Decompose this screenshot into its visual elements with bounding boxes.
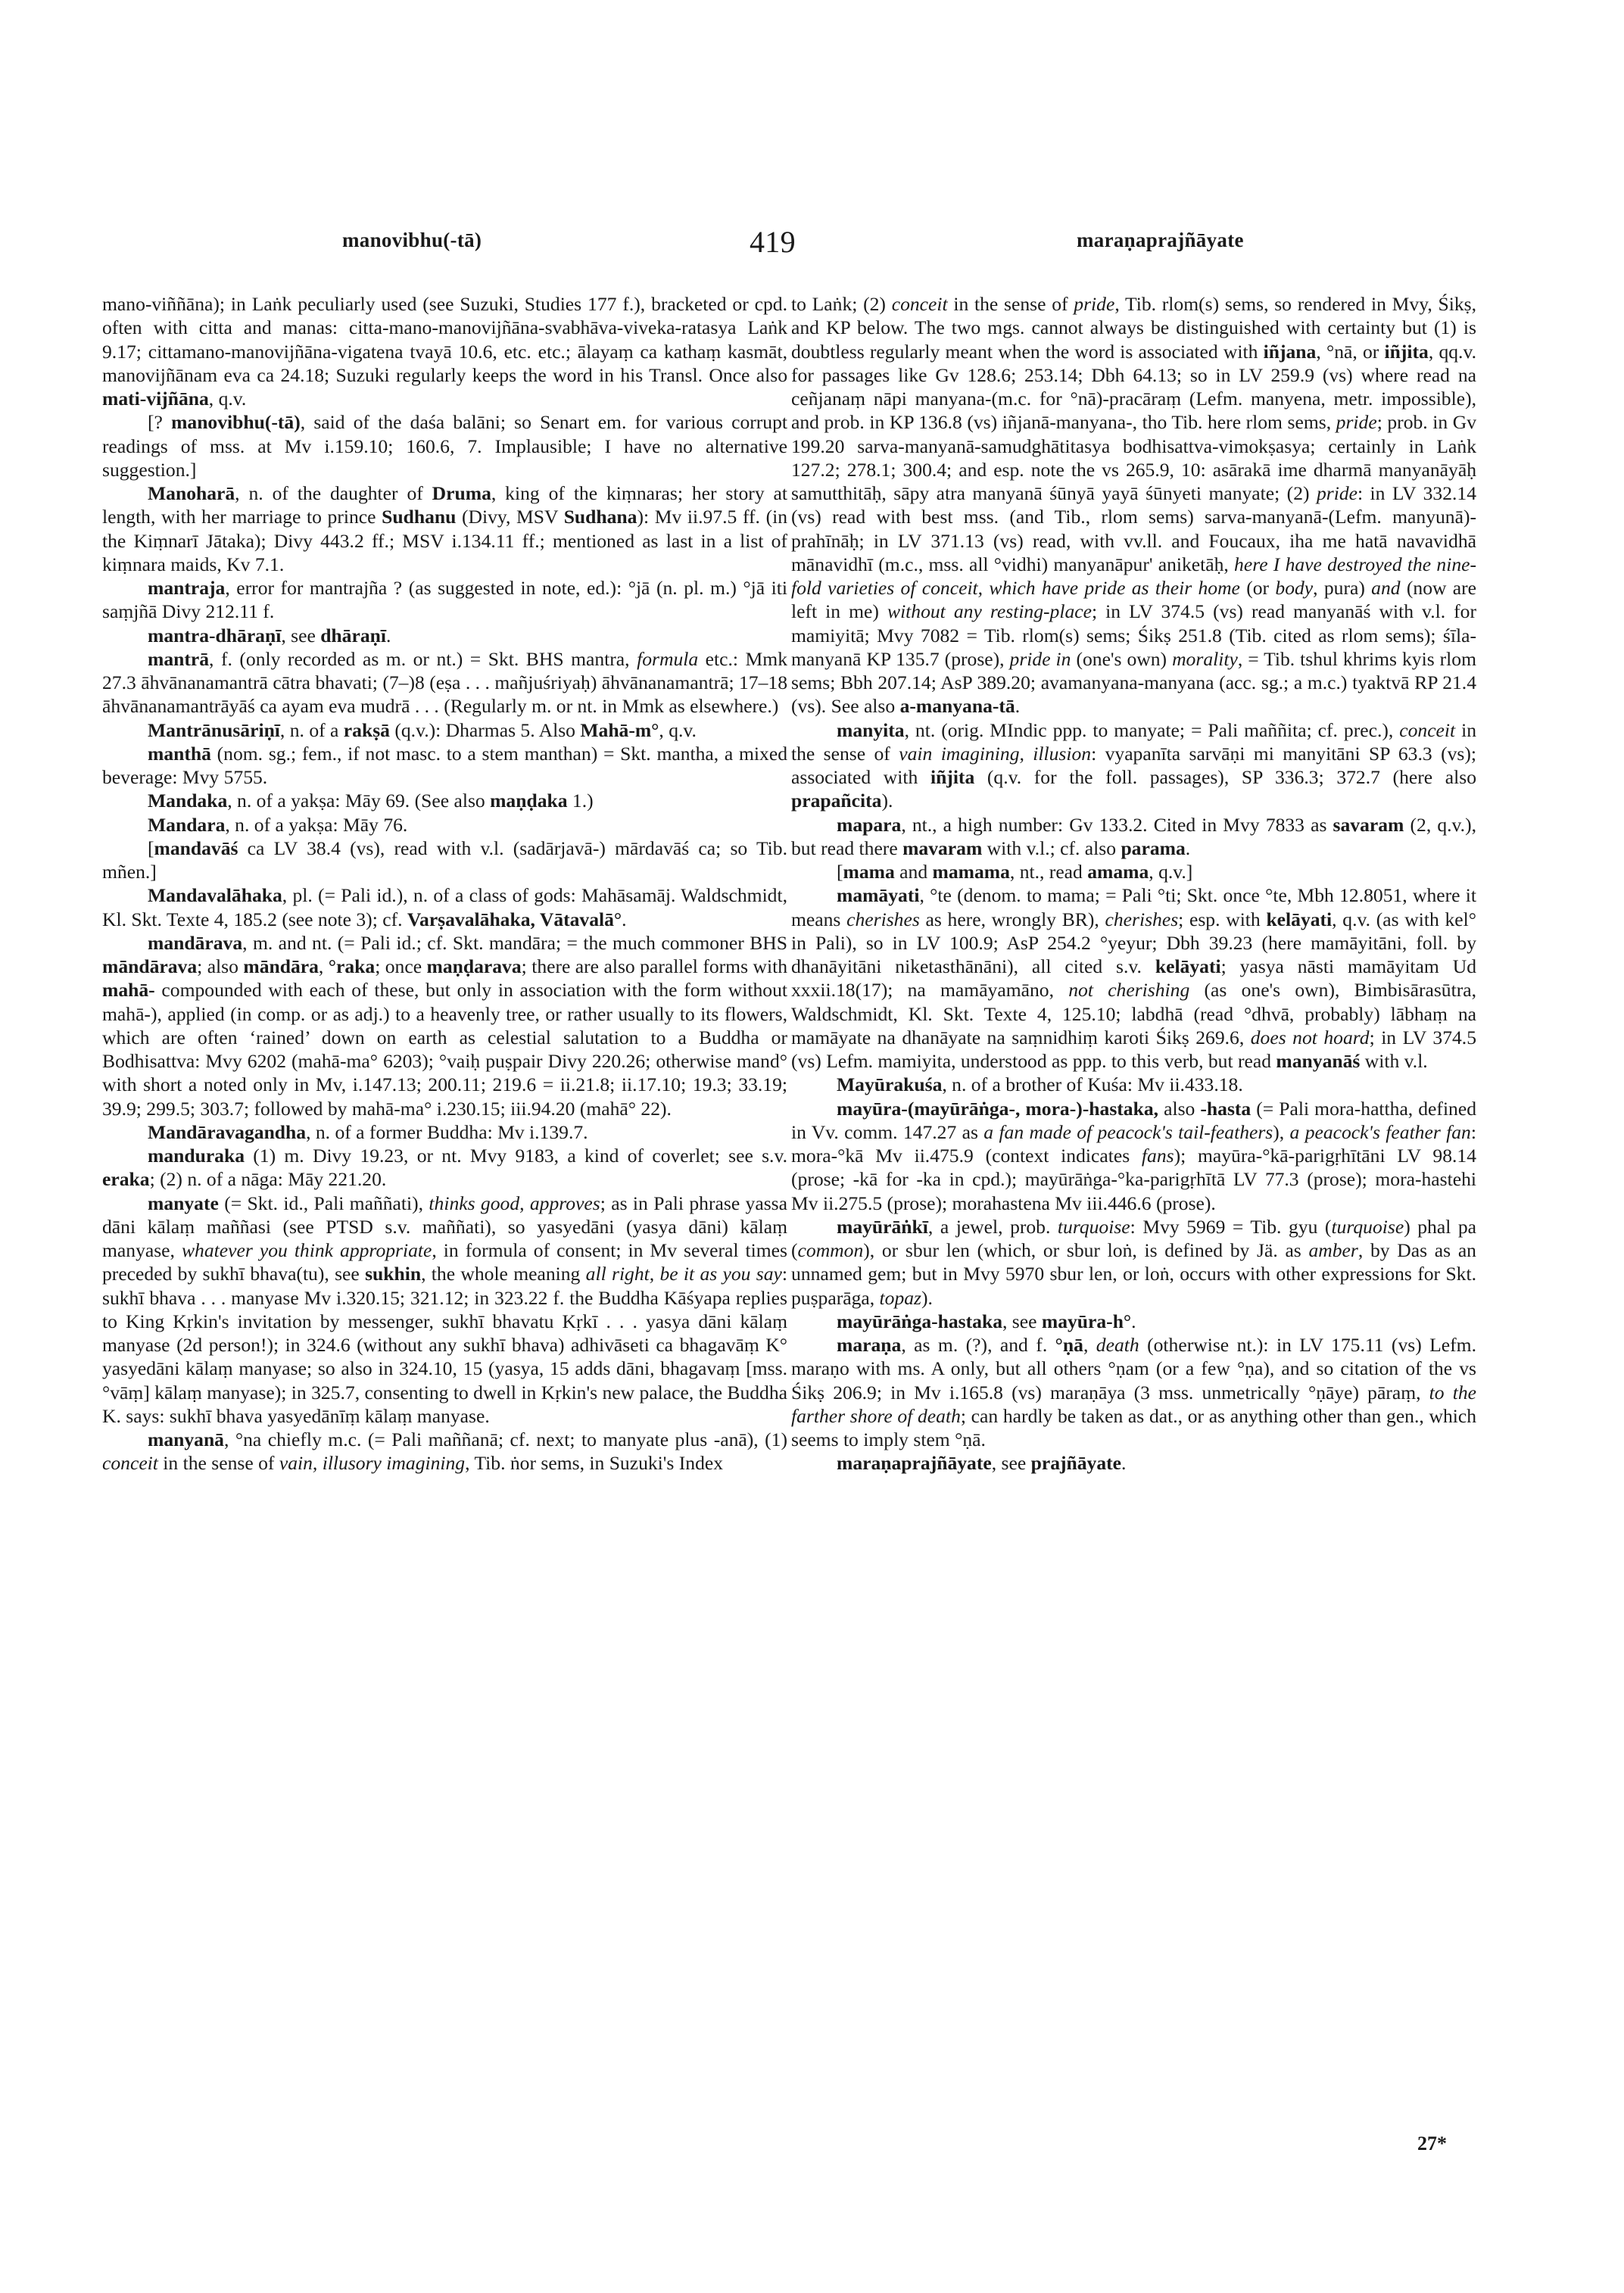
headword: Varṣavalāhaka, Vātavalā°	[407, 908, 622, 930]
entry-text: : vyapanīta sarvāṇi mi manyitāni SP 63.3 (vs); associated with	[791, 742, 1476, 788]
entry-text: , nt. (orig. MIndic ppp. to manyate; = Pali maññita; cf. prec.),	[904, 718, 1400, 741]
entry-text: ,	[318, 955, 329, 977]
dictionary-entry	[791, 292, 1476, 718]
page-number: 419	[750, 225, 796, 259]
entry-text: , see	[991, 1452, 1031, 1475]
entry-text: in the sense of	[947, 293, 1074, 315]
headword: māndārava	[102, 955, 198, 977]
entry-text: , q.v.	[208, 388, 247, 410]
entry-text: , pura)	[1313, 577, 1372, 599]
entry-text: ; (2) n. of a nāga: Māy 221.20.	[149, 1168, 387, 1191]
dictionary-entry	[791, 1333, 1476, 1451]
entry-text: ).	[881, 790, 893, 812]
dictionary-entry	[102, 1192, 787, 1428]
entry-text: ; there are also parallel forms with	[521, 955, 787, 977]
headword: maraṇa	[837, 1334, 902, 1356]
dictionary-entry	[102, 813, 787, 837]
headword: mamama	[932, 861, 1010, 883]
entry-text: to Laṅk; (2)	[791, 293, 892, 315]
headword: Mayūrakuśa	[837, 1073, 943, 1096]
dictionary-entry	[791, 1451, 1476, 1475]
dictionary-entry	[791, 718, 1476, 813]
entry-text: with v.l.; cf. also	[982, 837, 1121, 859]
entry-text: ),	[1273, 1120, 1290, 1143]
gloss: body	[1275, 577, 1314, 599]
headword: mantrā	[148, 647, 210, 670]
entry-text: .	[622, 908, 627, 930]
entry-text: , n. of a yakṣa: Māy 69. (See also	[227, 790, 491, 812]
entry-text: , n. of a yakṣa: Māy 76.	[225, 813, 408, 836]
dictionary-entry	[102, 1428, 787, 1475]
gloss: whatever you think appropriate	[181, 1239, 432, 1261]
running-head-left: manovibhu(-tā)	[342, 229, 482, 251]
gloss: fans	[1141, 1145, 1174, 1167]
entry-text: .	[1015, 695, 1021, 718]
gloss: not cherishing	[1068, 979, 1190, 1002]
entry-text: .	[1121, 1452, 1127, 1475]
headword: mantraja	[148, 577, 226, 599]
entry-text: (one's own)	[1071, 647, 1173, 670]
gloss: death	[1096, 1334, 1139, 1356]
gloss: vain imagining, illusion	[899, 742, 1092, 765]
headword: dhāraṇī	[320, 624, 386, 646]
entry-text: ; also	[197, 955, 244, 977]
entry-text: ; esp. with	[1178, 908, 1267, 930]
headword: maraṇaprajñāyate	[837, 1452, 992, 1475]
entry-text: (Divy, MSV	[456, 506, 564, 528]
gloss: a peacock's feather fan	[1289, 1120, 1471, 1143]
headword: maṇḍarava	[426, 955, 522, 977]
headword: manyate	[148, 1192, 219, 1214]
headword: manduraka	[148, 1145, 245, 1167]
headword: manthā	[148, 742, 211, 765]
gloss: conceit	[891, 293, 948, 315]
gloss: conceit	[1399, 718, 1456, 741]
dictionary-entry	[791, 1215, 1476, 1310]
entry-text: : in LV 332.14 (vs) read with best mss. (and Tib., rlom sems) sarva-manyanā-(Lefm. manyunā)-prahīnāḥ; in LV 371.13 (vs) read, with vv.ll. and Foucaux, iha me hatā navavidhā mānavidhī (m.c., mss. all °vidhi) manyanāpur' aniketāḥ,	[791, 482, 1477, 575]
dictionary-entry	[102, 647, 787, 718]
entry-text: , qq.v. for passages like Gv 128.6; 253.14; Dbh 64.13; so in LV 259.9 (vs) where read na ceñjanaṃ nāpi manyana-(m.c. for °nā)-pracāraṃ (Lefm. manyena, metr. impossible), and prob. in KP 136.8 (vs) iñjanā-manyana-, tho Tib. here rlom sems,	[791, 340, 1476, 434]
entry-text: , n. of the daughter of	[235, 482, 432, 504]
entry-text: , °na chiefly m.c. (= Pali maññanā; cf. next; to manyate plus -anā), (1)	[223, 1428, 787, 1450]
headword: maṇḍaka	[490, 790, 568, 812]
entry-text: , n. of a former Buddha: Mv i.139.7.	[306, 1120, 588, 1143]
gloss: pride	[1316, 482, 1357, 504]
entry-text: ).	[921, 1286, 933, 1309]
entry-text: .	[385, 624, 391, 646]
entry-text: as here, wrongly BR),	[919, 908, 1105, 930]
dictionary-entry	[102, 1120, 787, 1144]
entry-text: in the sense of	[157, 1452, 279, 1475]
entry-text: (otherwise nt.): in LV 175.11 (vs) Lefm. maraṇo with ms. A only, but all others °ṇam (or a few °ṇa), and so citation of the vs Śikṣ 206.9; in Mv i.165.8 (vs) maraṇāya (3 mss. unmetrically °ṇāye) pāraṃ,	[791, 1334, 1476, 1404]
entry-text: , king of the kiṃnaras; her story at length, with her marriage to prince	[102, 482, 787, 528]
entry-text: , see	[281, 624, 321, 646]
gloss: formula	[637, 647, 699, 670]
headword: mahā-	[102, 979, 155, 1002]
gloss: pride	[1074, 293, 1115, 315]
entry-text: , n. of a brother of Kuśa: Mv ii.433.18.	[942, 1073, 1243, 1096]
entry-text: , pl. (= Pali id.), n. of a class of gods: Mahāsamāj. Waldschmidt, Kl. Skt. Texte 4, 185.2 (see note 3); cf.	[102, 884, 787, 930]
headword: Mantrānusāriṇī	[148, 718, 280, 741]
dictionary-entry	[102, 1144, 787, 1192]
entry-text: (nom. sg.; fem., if not masc. to a stem manthan) = Skt. mantha, a mixed beverage: Mvy 5755.	[102, 742, 787, 788]
entry-text: ): Mv ii.97.5 ff. (in the Kiṃnarī Jātaka); Divy 443.2 ff.; MSV i.134.11 ff.; mentioned as last in a list of kiṃnara maids, Kv 7.1.	[102, 506, 787, 575]
headword: Mandaka	[148, 790, 228, 812]
headword: mayūrāṅga-hastaka	[837, 1310, 1002, 1332]
entry-text: , n. of a	[279, 718, 344, 741]
headword: a-manyana-tā	[899, 695, 1015, 718]
headword: mayūra-h°	[1041, 1310, 1132, 1332]
entry-text: [	[148, 837, 154, 859]
headword: Mahā-m°	[580, 718, 659, 741]
entry-text: (as one's own), Bimbisārasūtra, Waldschmidt, Kl. Skt. Texte 4, 125.10; labdhā (read °dhvā, probably) lābhaṃ na mamāyate na dhanāyate na saṃnidhiṃ karoti Śikṣ 269.6,	[791, 979, 1476, 1048]
headword: manovibhu(-tā)	[171, 411, 301, 434]
signature-mark: 27*	[1417, 2133, 1447, 2154]
gloss: topaz	[879, 1286, 922, 1309]
entry-text: .	[1185, 837, 1191, 859]
headword: Mandāravagandha	[148, 1120, 307, 1143]
headword: manyanāś	[1276, 1050, 1361, 1072]
headword: māndāra	[243, 955, 319, 977]
gloss: and	[1371, 577, 1401, 599]
entry-text: (q.v.): Dharmas 5. Also	[389, 718, 581, 741]
entry-text: etc.: Mmk 27.3 āhvānanamantrā cātra bhavati; (7–)8 (eṣa . . . mañjuśriyaḥ) āhvānanamantrā; 17–18 āhvānanamantrāyāś ca ayam eva mudrā . . . (Regularly m. or nt. in Mmk as elsewhere.)	[102, 647, 787, 718]
dictionary-entry	[102, 789, 787, 812]
entry-text: ) phal pa (	[791, 1215, 1476, 1261]
entry-text: , m. and nt. (= Pali id.; cf. Skt. mandāra; = the much commoner BHS	[242, 931, 787, 954]
headword: mayūra-(mayūrāṅga-, mora-)-hastaka,	[837, 1097, 1159, 1120]
entry-text: , = Tib. tshul khrims kyis rlom sems; Bbh 207.14; AsP 389.20; avamanyana-manyana (acc. sg.; a m.c.) tyaktvā RP 21.4 (vs). See also	[791, 647, 1476, 718]
gloss: all right, be it as you say	[585, 1263, 782, 1285]
headword: eraka	[102, 1168, 150, 1191]
entry-text: , °te (denom. to mama; = Pali °ti; Skt. once °te, Mbh 12.8051, where it means	[791, 884, 1476, 930]
headword: Manoharā	[148, 482, 235, 504]
dictionary-entry	[791, 1310, 1476, 1333]
headword: manyita	[837, 718, 905, 741]
headword: Sudhana	[563, 506, 637, 528]
entry-text: , the whole meaning	[421, 1263, 586, 1285]
entry-text: with v.l.	[1360, 1050, 1428, 1072]
entry-text: ; can hardly be taken as dat., or as anything other than gen., which seems to imply stem °ṇā.	[791, 1404, 1477, 1450]
headword: Sudhanu	[382, 506, 457, 528]
headword: mandavāś	[154, 837, 238, 859]
headword: -hasta	[1200, 1097, 1252, 1120]
entry-text: , error for mantrajña ? (as suggested in note, ed.): °jā (n. pl. m.) °jā iti saṃjñā Divy 212.11 f.	[102, 577, 787, 623]
entry-text: , nt., read	[1009, 861, 1088, 883]
entry-text: ), or sbur len (which, or sbur loṅ, is defined by Jä. as	[863, 1239, 1309, 1261]
gloss: amber	[1308, 1239, 1358, 1261]
entry-text: ; once	[375, 955, 427, 977]
gloss: does not hoard	[1250, 1026, 1370, 1048]
entry-text: : Mvy 5969 = Tib. gyu (	[1130, 1215, 1332, 1238]
dictionary-entry	[102, 624, 787, 647]
entry-text: , a jewel, prob.	[927, 1215, 1058, 1238]
entry-text: , as m. (?), and f.	[901, 1334, 1055, 1356]
dictionary-entry	[102, 742, 787, 790]
headword: mamāyati	[837, 884, 920, 907]
entry-text: , °nā, or	[1316, 340, 1385, 363]
dictionary-entry	[791, 813, 1476, 861]
entry-text: also	[1158, 1097, 1201, 1120]
dictionary-entry	[102, 883, 787, 931]
gloss: pride	[1336, 411, 1377, 434]
headword: °ṇā	[1055, 1334, 1083, 1356]
headword: prajñāyate	[1030, 1452, 1122, 1475]
headword: mapara	[837, 813, 902, 836]
entry-text: , f. (only recorded as m. or nt.) = Skt. BHS mantra,	[209, 647, 637, 670]
gloss: cherishes	[1105, 908, 1179, 930]
entry-text: : mora-°kā Mv ii.475.9 (context indicates	[791, 1120, 1476, 1167]
headword: mantra-dhāraṇī	[148, 624, 282, 646]
dictionary-entry	[791, 1073, 1476, 1096]
entry-text: , by Das as an unnamed gem; but in Mvy 5970 sbur len, or loṅ, occurs with other expressions for Skt. puṣparāga,	[791, 1239, 1476, 1309]
dictionary-entry	[791, 860, 1476, 883]
entry-text: ; prob. in Gv 199.20 sarva-manyanā-samudghātitasya bodhisattva-vimokṣasya; certainly in Laṅk 127.2; 278.1; 300.4; and esp. note the vs 265.9, 10: asārakā ime dharmā manyanāyāḥ samutthitāḥ, sāpy atra manyanā śūnyā yayā śūnyeti manyate; (2)	[791, 411, 1476, 504]
headword: rakṣā	[343, 718, 390, 741]
headword: kelāyati	[1266, 908, 1333, 930]
dictionary-entry	[791, 1097, 1476, 1215]
entry-text: , in formula of consent; in Mv several times preceded by sukhī bhava(tu), see	[102, 1239, 787, 1285]
gloss: cherishes	[846, 908, 920, 930]
gloss: morality	[1172, 647, 1238, 670]
headword: savaram	[1333, 813, 1404, 836]
running-head-right: maraṇaprajñāyate	[1077, 229, 1244, 251]
entry-text: ca LV 38.4 (vs), read with v.l. (sadārjavā-) mārdavāś ca; so Tib. mñen.]	[102, 837, 787, 883]
headword: iñjita	[1384, 340, 1429, 363]
gloss: turquoise	[1057, 1215, 1130, 1238]
entry-text: , q.v.]	[1149, 861, 1193, 883]
gloss: turquoise	[1331, 1215, 1404, 1238]
entry-text: , nt., a high number: Gv 133.2. Cited in Mvy 7833 as	[901, 813, 1333, 836]
dictionary-entry	[102, 576, 787, 624]
entry-text: 1.)	[567, 790, 594, 812]
entry-text: ); mayūra-°kā-parigṛhītāni LV 98.14 (prose; -kā for -ka in cpd.); mayūrāṅga-°ka-parigṛhītā LV 77.3 (prose); mora-hastehi Mv ii.275.5 (prose); morahastena Mv iii.446.6 (prose).	[791, 1145, 1476, 1214]
dictionary-entry	[102, 292, 787, 410]
entry-text: (1) m. Divy 19.23, or nt. Mvy 9183, a kind of coverlet; see s.v.	[245, 1145, 787, 1167]
entry-text: .	[1131, 1310, 1136, 1332]
entry-text: and	[894, 861, 933, 883]
headword: mama	[843, 861, 895, 883]
entry-text: , Tib. rlom(s) sems, so rendered in Mvy, Śikṣ, and KP below. The two mgs. cannot always be distinguished with certainty but (1) is doubtless regularly meant when the word is associated with	[791, 293, 1476, 363]
gloss: conceit	[102, 1452, 158, 1475]
entry-text: in the sense of	[791, 718, 1477, 765]
entry-text: ; in LV 374.5 (vs) Lefm. mamiyita, understood as ppp. to this verb, but read	[791, 1026, 1476, 1072]
entry-text: mano-viññāna); in Laṅk peculiarly used (see Suzuki, Studies 177 f.), bracketed or cpd. often with citta and manas: citta-mano-manovijñāna-svabhāva-viveka-ratasya Laṅk 9.17; cittamano-manovijñāna-vigatena tvayā 10.6, etc. etc.; ālayaṃ ca kathaṃ kasmāt, manovijñānam eva ca 24.18; Suzuki regularly keeps the word in his Transl. Once also	[102, 293, 787, 386]
headword: kelāyati	[1155, 955, 1221, 977]
gloss: vain, illusory imagining	[279, 1452, 466, 1475]
headword: mavaram	[902, 837, 983, 859]
entry-text: ; in LV 374.5 (vs) read manyanāś with v.l. for mamiyitā; Mvy 7082 = Tib. rlom(s) sems; Śikṣ 251.8 (Tib. cited as rlom sems); śīla-manyanā KP 135.7 (prose),	[791, 600, 1477, 670]
headword: iñjita	[930, 766, 975, 788]
headword: mandārava	[148, 931, 243, 954]
dictionary-entry	[102, 931, 787, 1120]
entry-text: , Tib. ṅor sems, in Suzuki's Index	[465, 1452, 724, 1475]
entry-text: (2, q.v.), but read there	[791, 813, 1476, 859]
entry-text: (= Pali mora-hattha, defined in Vv. comm. 147.27 as	[791, 1097, 1477, 1143]
gloss: thinks good, approves	[429, 1192, 600, 1214]
dictionary-entry	[102, 410, 787, 481]
headword: sukhin	[365, 1263, 422, 1285]
gloss: pride in	[1009, 647, 1071, 670]
headword: amama	[1087, 861, 1149, 883]
entry-text: ; as in Pali phrase yassa dāni kālaṃ maññasi (see PTSD s.v. maññati), so yasyedāni (yasya dāni) kālaṃ manyase,	[102, 1192, 787, 1261]
entry-text: [?	[148, 411, 172, 434]
entry-text: (q.v. for the foll. passages), SP 336.3; 372.7 (here also	[974, 766, 1476, 788]
headword: °raka	[328, 955, 376, 977]
headword: Druma	[432, 482, 491, 504]
right-column	[791, 292, 1476, 1475]
entry-text: [	[837, 861, 843, 883]
headword: Mandavalāhaka	[148, 884, 282, 907]
entry-text: (= Skt. id., Pali maññati),	[218, 1192, 429, 1214]
entry-text: , said of the daśa balāni; so Senart em. for various corrupt readings of mss. at Mv i.159.10; 160.6, 7. Implausible; I have no alternative suggestion.]	[102, 411, 788, 481]
entry-text: (or	[1239, 577, 1276, 599]
headword: mayūrāṅkī	[837, 1215, 928, 1238]
entry-text: (now are left in me)	[791, 577, 1477, 623]
gloss: a fan made of peacock's tail-feathers	[983, 1120, 1273, 1143]
entry-text: compounded with each of these, but only in association with the form without mahā-), applied (in comp. or as adj.) to a heavenly tree, or rather usually to its flowers, which are often ‘rained’ down on earth as celestial salutation to a Buddha or Bodhisattva: Mvy 6202 (mahā-ma° 6203); °vaiḥ puṣpair Divy 220.26; otherwise mand° with short a noted only in Mv, i.147.13; 200.11; 219.6 = ii.21.8; ii.17.10; 19.3; 33.19; 39.9; 299.5; 303.7; followed by mahā-ma° i.230.15; iii.94.20 (mahā° 22).	[102, 979, 787, 1120]
headword: iñjana	[1263, 340, 1317, 363]
dictionary-entry	[102, 837, 787, 884]
gloss: common	[797, 1239, 864, 1261]
left-column	[102, 292, 787, 1475]
headword: manyanā	[148, 1428, 224, 1450]
headword: parama	[1121, 837, 1186, 859]
dictionary-entry	[102, 481, 787, 576]
entry-text: , q.v. (as with kel° in Pali), so in LV 100.9; AsP 254.2 °yeyur; Dbh 39.23 (here mamāyitāni, foll. by dhanāyitāni niketasthānāni), all cited s.v.	[791, 908, 1476, 977]
entry-text: ; yasya nāsti mamāyitam Ud xxxii.18(17); na mamāyamāno,	[791, 955, 1476, 1002]
gloss: to the farther shore of death	[791, 1381, 1476, 1427]
gloss: here I have destroyed the nine-fold varieties of conceit, which have pride as their home	[791, 553, 1476, 599]
gloss: without any resting-place	[887, 600, 1092, 623]
headword: prapañcita	[791, 790, 882, 812]
headword: Mandara	[148, 813, 226, 836]
entry-text: , q.v.	[659, 718, 697, 741]
entry-text: , see	[1002, 1310, 1042, 1332]
dictionary-entry	[102, 718, 787, 742]
entry-text: ,	[1083, 1334, 1096, 1356]
headword: mati-vijñāna	[102, 388, 209, 410]
entry-text: : sukhī bhava . . . manyase Mv i.320.15; 321.12; in 323.22 f. the Buddha Kāśyapa replies to King Kṛkin's invitation by messenger, sukhī bhavatu Kṛkī . . . yasya dāni kālaṃ manyase (2d person!); in 324.6 (without any sukhī bhava) adhivāseti ca bhagavāṃ K° yasyedāni kālaṃ manyase; so also in 324.10, 15 (yasya, 15 adds dāni, bhagavaṃ [mss. °vāṃ] kālaṃ manyase); in 325.7, consenting to dwell in Kṛkin's new palace, the Buddha K. says: sukhī bhava yasyedānīṃ kālaṃ manyase.	[102, 1263, 788, 1427]
dictionary-entry	[791, 883, 1476, 1073]
